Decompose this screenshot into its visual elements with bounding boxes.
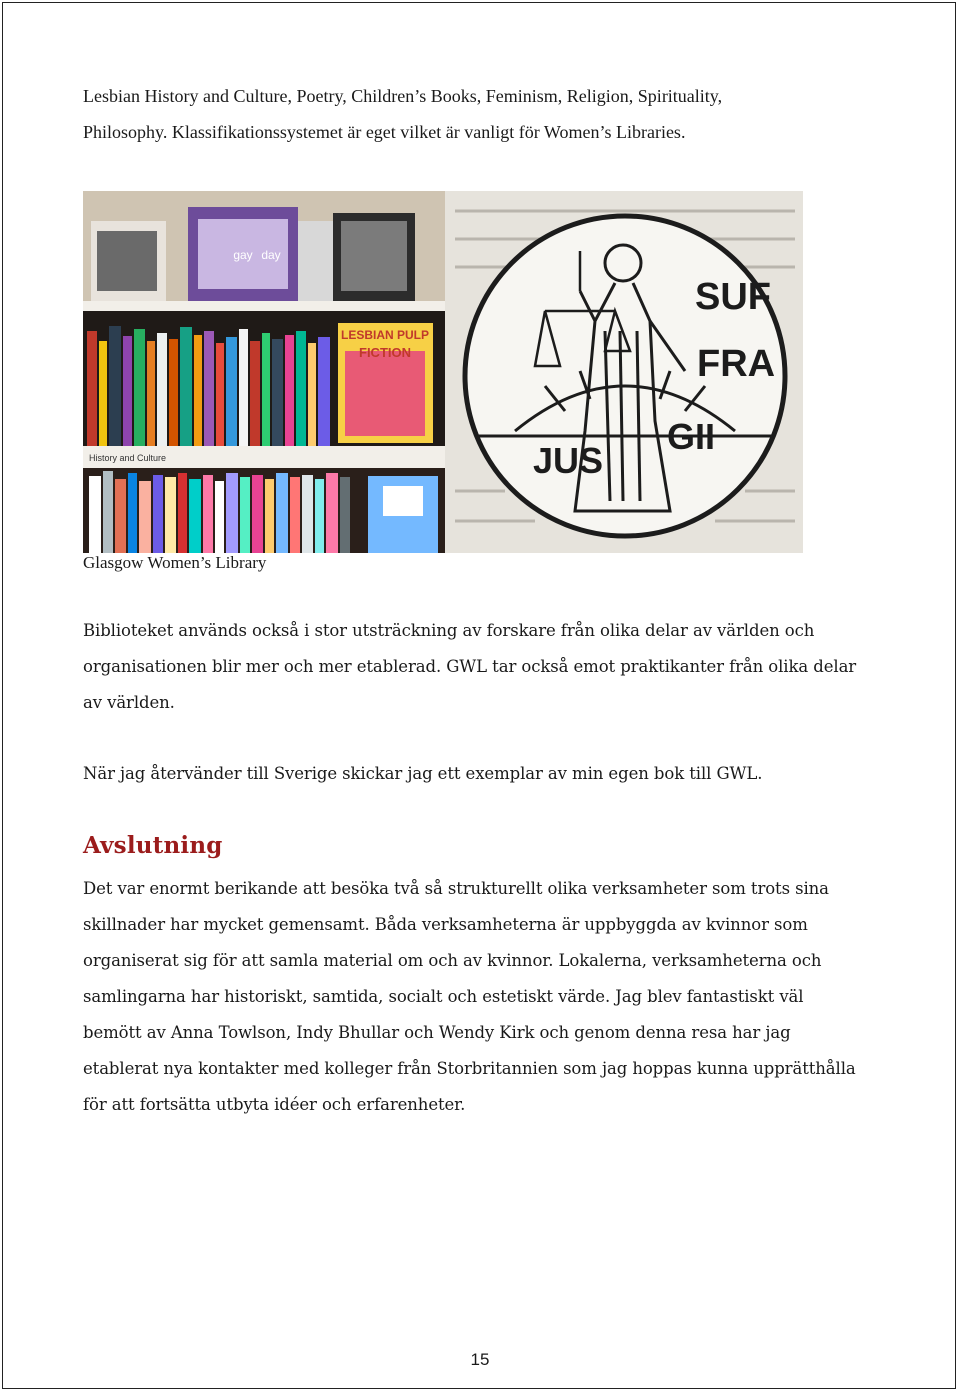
intro-line-2: Philosophy. Klassifikationssystemet är eget vilket är vanligt för Women’s Libraries. bbox=[83, 122, 686, 142]
seal-word-suf: SUF bbox=[695, 276, 771, 318]
section-heading-avslutning: Avslutning bbox=[83, 832, 223, 859]
book-cover-title-day: day bbox=[261, 248, 281, 262]
shelf-label: History and Culture bbox=[89, 453, 167, 463]
paragraph-1-line-1: Biblioteket används också i stor utsträckning av forskare från olika delar av världen och bbox=[83, 621, 815, 640]
bookshelf-photo bbox=[83, 191, 446, 553]
paragraph-researchers bbox=[83, 613, 883, 721]
bottom-shelf-books bbox=[83, 468, 446, 553]
conclusion-line: för att fortsätta utbyta idéer och erfarenheter. bbox=[83, 1095, 466, 1114]
paragraph-1-line-2: organisationen blir mer och mer etablerad. GWL tar också emot praktikanter från olika delar bbox=[83, 657, 857, 676]
paragraph-1-line-3: av världen. bbox=[83, 693, 175, 712]
page-number: 15 bbox=[470, 1350, 490, 1369]
seal-word-gii: GII bbox=[667, 416, 716, 457]
conclusion-paragraph bbox=[83, 871, 883, 1123]
pulp-title-line-2: FICTION bbox=[359, 345, 411, 360]
seal-word-fra: FRA bbox=[697, 343, 776, 385]
middle-shelf-books bbox=[83, 311, 446, 446]
conclusion-line: Det var enormt berikande att besöka två så strukturellt olika verksamheter som trots sina bbox=[83, 879, 829, 898]
suffragette-seal-image bbox=[445, 191, 803, 553]
book-cover-title-gay: gay bbox=[233, 248, 253, 262]
conclusion-line: etablerat nya kontakter med kolleger från Storbritannien som jag hoppas kunna upprätthålla bbox=[83, 1059, 856, 1078]
paragraph-return: När jag återvänder till Sverige skickar jag ett exemplar av min egen bok till GWL. bbox=[83, 764, 763, 783]
intro-paragraph bbox=[83, 78, 883, 150]
conclusion-line: organiserat sig för att samla material om och av kvinnor. Lokalerna, verksamheterna och bbox=[83, 951, 822, 970]
conclusion-line: samlingarna har historiskt, samtida, socialt och estetiskt värde. Jag blev fantastiskt väl bbox=[83, 987, 804, 1006]
conclusion-line: bemött av Anna Towlson, Indy Bhullar och Wendy Kirk och genom denna resa har jag bbox=[83, 1023, 791, 1042]
seal-word-jus: JUS bbox=[533, 440, 604, 481]
intro-line-1: Lesbian History and Culture, Poetry, Children’s Books, Feminism, Religion, Spirituality, bbox=[83, 86, 723, 106]
conclusion-line: skillnader har mycket gemensamt. Båda verksamheterna är uppbyggda av kvinnor som bbox=[83, 915, 808, 934]
figure-caption: Glasgow Women’s Library bbox=[83, 553, 267, 572]
pulp-title-line-1: LESBIAN PULP bbox=[340, 328, 430, 342]
